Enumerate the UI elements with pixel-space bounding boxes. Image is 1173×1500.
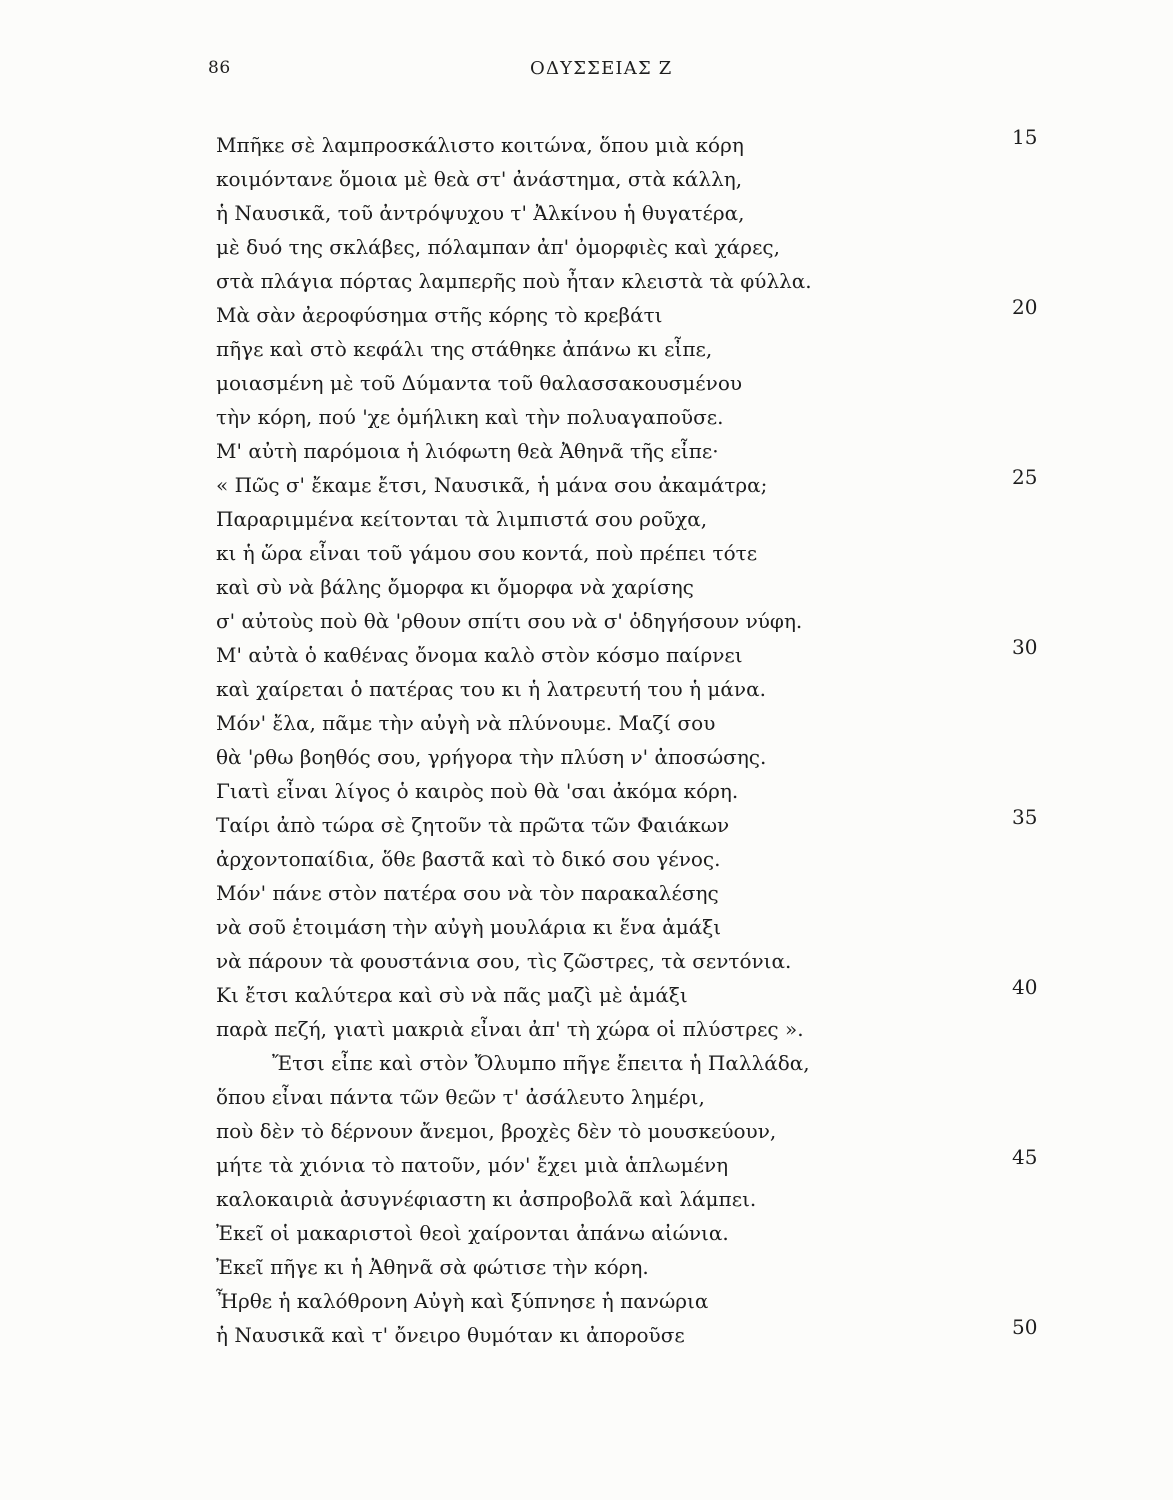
- verse-text: μήτε τὰ χιόνια τὸ πατοῦν, μόν' ἔχει μιὰ ἁπλωμένη: [216, 1153, 729, 1177]
- verse-text: θὰ 'ρθω βοηθός σου, γρήγορα τὴν πλύση ν' ἀποσώσης.: [216, 745, 767, 769]
- line-number: 20: [1012, 295, 1038, 319]
- verse-line: [0, 230, 1173, 264]
- verse-line: [0, 1182, 1173, 1216]
- verse-line: [0, 975, 1173, 1012]
- verse-text: Μ' αὐτὰ ὁ καθένας ὄνομα καλὸ στὸν κόσμο παίρνει: [216, 643, 743, 667]
- verse-text: παρὰ πεζή, γιατὶ μακριὰ εἶναι ἀπ' τὴ χώρα οἱ πλύστρες ».: [216, 1017, 804, 1041]
- verse-text: κοιμόντανε ὅμοια μὲ θεὰ στ' ἀνάστημα, στὰ κάλλη,: [216, 167, 743, 191]
- verse-line: [0, 740, 1173, 774]
- verse-text: Ἐκεῖ οἱ μακαριστοὶ θεοὶ χαίρονται ἀπάνω αἰώνια.: [216, 1221, 729, 1245]
- line-number: 25: [1012, 465, 1038, 489]
- verse-line: [0, 706, 1173, 740]
- verse-text: στὰ πλάγια πόρτας λαμπερῆς ποὺ ἦταν κλειστὰ τὰ φύλλα.: [216, 269, 812, 293]
- verse-line: [0, 570, 1173, 604]
- verse-text: Ἦρθε ἡ καλόθρονη Αὐγὴ καὶ ξύπνησε ἡ πανώρια: [216, 1289, 709, 1313]
- page-number: 86: [208, 58, 231, 78]
- page-header: [0, 58, 1173, 88]
- verse-text: ποὺ δὲν τὸ δέρνουν ἄνεμοι, βροχὲς δὲν τὸ μουσκεύουν,: [216, 1119, 777, 1143]
- line-number: 15: [1012, 125, 1038, 149]
- verse-text: Παραριμμένα κείτονται τὰ λιμπιστά σου ροῦχα,: [216, 507, 708, 531]
- verse-line: [0, 910, 1173, 944]
- verse-line: [0, 1114, 1173, 1148]
- verse-line: [0, 774, 1173, 808]
- verse-text: Ἔτσι εἶπε καὶ στὸν Ὄλυμπο πῆγε ἔπειτα ἡ Παλλάδα,: [272, 1051, 810, 1075]
- verse-line: [0, 1315, 1173, 1352]
- verse-text: ἡ Ναυσικᾶ, τοῦ ἀντρόψυχου τ' Ἀλκίνου ἡ θυγατέρα,: [216, 201, 745, 225]
- verse-line: [0, 604, 1173, 638]
- verse-line: [0, 264, 1173, 298]
- verse-line: [0, 1080, 1173, 1114]
- verse-text: νὰ πάρουν τὰ φουστάνια σου, τὶς ζῶστρες, τὰ σεντόνια.: [216, 949, 792, 973]
- verse-line: [0, 1216, 1173, 1250]
- verse-line: [0, 1046, 1173, 1080]
- verse-line: [0, 876, 1173, 910]
- verse-text: καλοκαιριὰ ἀσυγνέφιαστη κι ἀσπροβολᾶ καὶ λάμπει.: [216, 1187, 757, 1211]
- verse-text: ὅπου εἶναι πάντα τῶν θεῶν τ' ἀσάλευτο λημέρι,: [216, 1085, 705, 1109]
- verse-text: Μόν' ἔλα, πᾶμε τὴν αὐγὴ νὰ πλύνουμε. Μαζί σου: [216, 711, 716, 735]
- verse-line: [0, 162, 1173, 196]
- verse-line: [0, 1284, 1173, 1318]
- verse-text: μὲ δυό της σκλάβες, πόλαμπαν ἀπ' ὀμορφιὲς καὶ χάρες,: [216, 235, 780, 259]
- verse-text: καὶ σὺ νὰ βάλης ὄμορφα κι ὄμορφα νὰ χαρίσης: [216, 575, 694, 599]
- verse-line: [0, 1145, 1173, 1182]
- verse-line: [0, 805, 1173, 842]
- line-number: 35: [1012, 805, 1038, 829]
- verse-line: [0, 465, 1173, 502]
- verse-line: [0, 295, 1173, 332]
- verse-line: [0, 944, 1173, 978]
- verse-text: νὰ σοῦ ἑτοιμάση τὴν αὐγὴ μουλάρια κι ἕνα ἁμάξι: [216, 915, 722, 939]
- verse-text: Κι ἔτσι καλύτερα καὶ σὺ νὰ πᾶς μαζὶ μὲ ἁμάξι: [216, 983, 688, 1007]
- verse-line: [0, 196, 1173, 230]
- verse-text: πῆγε καὶ στὸ κεφάλι της στάθηκε ἀπάνω κι εἶπε,: [216, 337, 713, 361]
- line-number: 50: [1012, 1315, 1038, 1339]
- line-number: 40: [1012, 975, 1038, 999]
- verse-line: [0, 434, 1173, 468]
- poem-text: [0, 125, 1173, 1352]
- verse-line: [0, 400, 1173, 434]
- verse-text: « Πῶς σ' ἔκαμε ἔτσι, Ναυσικᾶ, ἡ μάνα σου ἀκαμάτρα;: [216, 473, 768, 497]
- verse-line: [0, 672, 1173, 706]
- verse-text: τὴν κόρη, πού 'χε ὁμήλικη καὶ τὴν πολυαγαποῦσε.: [216, 405, 724, 429]
- verse-text: ἀρχοντοπαίδια, ὅθε βαστᾶ καὶ τὸ δικό σου γένος.: [216, 847, 721, 871]
- verse-line: [0, 635, 1173, 672]
- verse-line: [0, 502, 1173, 536]
- verse-text: Μπῆκε σὲ λαμπροσκάλιστο κοιτώνα, ὅπου μιὰ κόρη: [216, 133, 744, 157]
- verse-line: [0, 842, 1173, 876]
- verse-text: Γιατὶ εἶναι λίγος ὁ καιρὸς ποὺ θὰ 'σαι ἀκόμα κόρη.: [216, 779, 739, 803]
- verse-line: [0, 536, 1173, 570]
- verse-line: [0, 332, 1173, 366]
- verse-line: [0, 125, 1173, 162]
- verse-text: Μόν' πάνε στὸν πατέρα σου νὰ τὸν παρακαλέσης: [216, 881, 719, 905]
- running-title: ΟΔΥΣΣΕΙΑΣ Ζ: [530, 58, 673, 79]
- verse-text: Μὰ σὰν ἀεροφύσημα στῆς κόρης τὸ κρεβάτι: [216, 303, 663, 327]
- line-number: 45: [1012, 1145, 1038, 1169]
- verse-text: κι ἡ ὥρα εἶναι τοῦ γάμου σου κοντά, ποὺ πρέπει τότε: [216, 541, 758, 565]
- verse-text: σ' αὐτοὺς ποὺ θὰ 'ρθουν σπίτι σου νὰ σ' ὁδηγήσουν νύφη.: [216, 609, 803, 633]
- verse-text: Μ' αὐτὴ παρόμοια ἡ λιόφωτη θεὰ Ἀθηνᾶ τῆς εἶπε·: [216, 439, 719, 463]
- verse-line: [0, 366, 1173, 400]
- verse-text: Ταίρι ἀπὸ τώρα σὲ ζητοῦν τὰ πρῶτα τῶν Φαιάκων: [216, 813, 730, 837]
- line-number: 30: [1012, 635, 1038, 659]
- verse-line: [0, 1012, 1173, 1046]
- verse-text: μοιασμένη μὲ τοῦ Δύμαντα τοῦ θαλασσακουσμένου: [216, 371, 743, 395]
- verse-text: Ἐκεῖ πῆγε κι ἡ Ἀθηνᾶ σὰ φώτισε τὴν κόρη.: [216, 1255, 649, 1279]
- verse-line: [0, 1250, 1173, 1284]
- verse-text: καὶ χαίρεται ὁ πατέρας του κι ἡ λατρευτή του ἡ μάνα.: [216, 677, 766, 701]
- verse-text: ἡ Ναυσικᾶ καὶ τ' ὄνειρο θυμόταν κι ἀποροῦσε: [216, 1323, 685, 1347]
